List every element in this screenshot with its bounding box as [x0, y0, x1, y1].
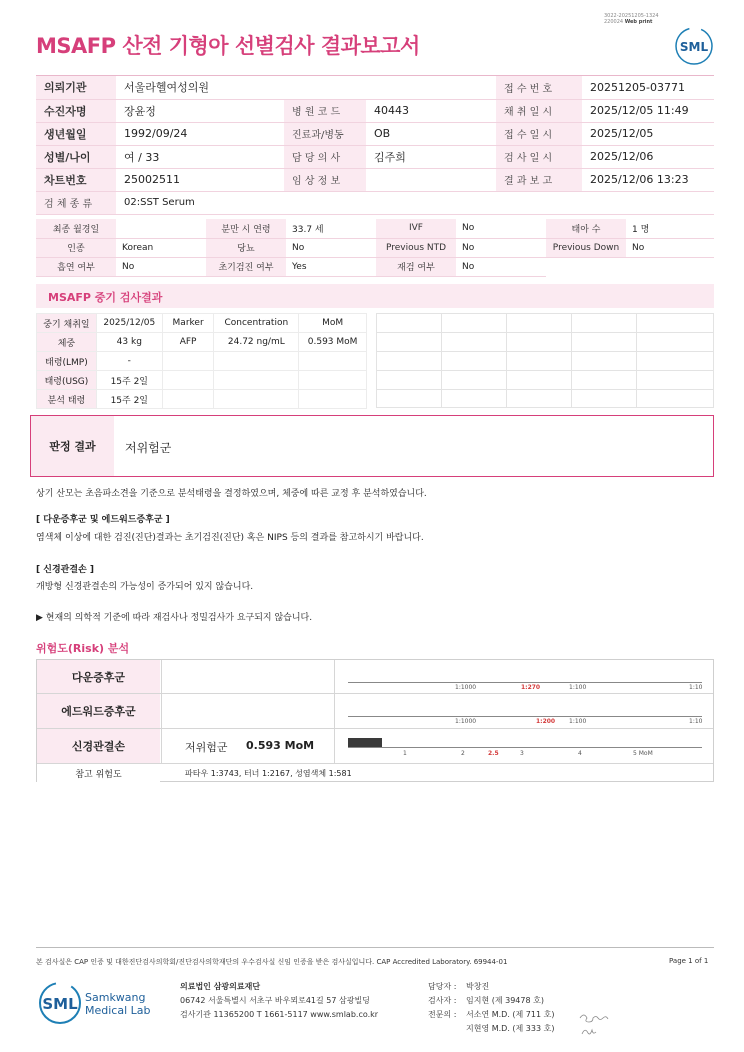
footer-divider: [36, 947, 714, 948]
risk-row-reference: 참고 위험도 파타우 1:3743, 터너 1:2167, 성염색체 1:581: [37, 764, 713, 782]
verdict-value: 저위험군: [125, 441, 172, 455]
lab-name: Samkwang Medical Lab: [85, 991, 151, 1017]
table-row: 중기 채취일 2025/12/05 Marker Concentration MoM: [37, 314, 367, 333]
report-code: 3022-20251205-1324 220024 Web print: [604, 13, 659, 25]
table-row: 검 체 종 류 02:SST Serum: [36, 191, 714, 214]
risk-table: [36, 659, 714, 782]
table-row: 흡연 여부 No 초기검진 여부 Yes 재검 여부 No: [36, 257, 714, 276]
org-info: 의료법인 삼광의료재단 06742 서울특별시 서초구 바우뫼로41길 57 삼광빌딩 검사기관 11365200 T 1661-5117 www.smlab.co.kr: [180, 982, 379, 1019]
signature-image: [578, 1008, 610, 1040]
report-title: MSAFP 산전 기형아 선별검사 결과보고서: [36, 34, 420, 58]
risk-row-ntd: 신경관결손 저위험군 0.593 MoM 1 2 2.5 3 4 5 MoM: [37, 729, 713, 764]
staff-info: 담당자 : 박창진 검사자 : 임지현 (제 39478 호) 전문의 : 서소연 M.D. (제 711 호) 지현영 M.D. (제 333 호): [428, 982, 555, 1033]
table-row: 체중 43 kg AFP 24.72 ng/mL 0.593 MoM: [37, 333, 367, 352]
sml-footer-logo: [36, 980, 84, 1026]
svg-text:SML: SML: [679, 40, 709, 54]
table-row: 태령(USG) 15주 2일: [37, 371, 367, 390]
note-ntd: 개방형 신경관결손의 가능성이 증가되어 있지 않습니다.: [36, 582, 254, 592]
ntd-mom-bar: [348, 738, 382, 747]
risk-row-edwards: 에드워드증후군 1:1000 1:200 1:100 1:10: [37, 694, 713, 729]
maternal-factors-table: [36, 219, 714, 277]
note-heading-down: [ 다운증후군 및 에드워드증후군 ]: [36, 515, 170, 525]
table-row: 생년월일 1992/09/24 진료과/병동 OB 접 수 일 시 2025/12/05: [36, 122, 714, 145]
footer-notice: 본 검사실은 CAP 인증 및 대한진단검사의학회/진단검사의학재단의 우수검사실 신임 인증을 받은 검사실입니다. CAP Accredited Laboratory. 69944-01: [36, 958, 508, 966]
patient-info-table: [36, 76, 714, 215]
note-heading-ntd: [ 신경관결손 ]: [36, 565, 94, 575]
table-row: 태령(LMP) -: [37, 352, 367, 371]
risk-title: 위험도(Risk) 분석: [36, 642, 130, 655]
table-row: 차트번호 25002511 임 상 정 보 결 과 보 고 2025/12/06 13:23: [36, 168, 714, 191]
verdict-box: [30, 415, 714, 477]
table-row: 성별/나이 여 / 33 담 당 의 사 김주희 검 사 일 시 2025/12/06: [36, 145, 714, 168]
table-row: 인종 Korean 당뇨 No Previous NTD No Previous Down No: [36, 238, 714, 257]
risk-row-down: 다운증후군 1:1000 1:270 1:100 1:10: [37, 660, 713, 694]
sml-logo: [674, 26, 714, 66]
page-number: Page 1 of 1: [669, 957, 709, 965]
note-down: 염색체 이상에 대한 검진(진단)결과는 초기검진(진단) 혹은 NIPS 등의 결과를 참고하시기 바랍니다.: [36, 533, 424, 543]
note-conclusion: ▶ 현재의 의학적 기준에 따라 재검사나 정밀검사가 요구되지 않습니다.: [36, 613, 313, 623]
table-row: 수진자명 장윤정 병 원 코 드 40443 채 취 일 시 2025/12/05 11:49: [36, 99, 714, 122]
table-row: 분석 태령 15주 2일: [37, 390, 367, 409]
svg-text:SML: SML: [42, 995, 78, 1013]
empty-grid: [376, 313, 714, 408]
table-row: 최종 월경일 분만 시 연령 33.7 세 IVF No 태아 수 1 명: [36, 219, 714, 238]
table-row: 의뢰기관 서울라헬여성의원 접 수 번 호 20251205-03771: [36, 76, 714, 99]
marker-table: [36, 313, 367, 409]
note-analysis: 상기 산모는 초음파소견을 기준으로 분석태령을 결정하였으며, 체중에 따른 교정 후 분석하였습니다.: [36, 489, 427, 499]
verdict-label: 판정 결과: [31, 416, 114, 476]
section-title: MSAFP 중기 검사결과: [48, 291, 163, 304]
